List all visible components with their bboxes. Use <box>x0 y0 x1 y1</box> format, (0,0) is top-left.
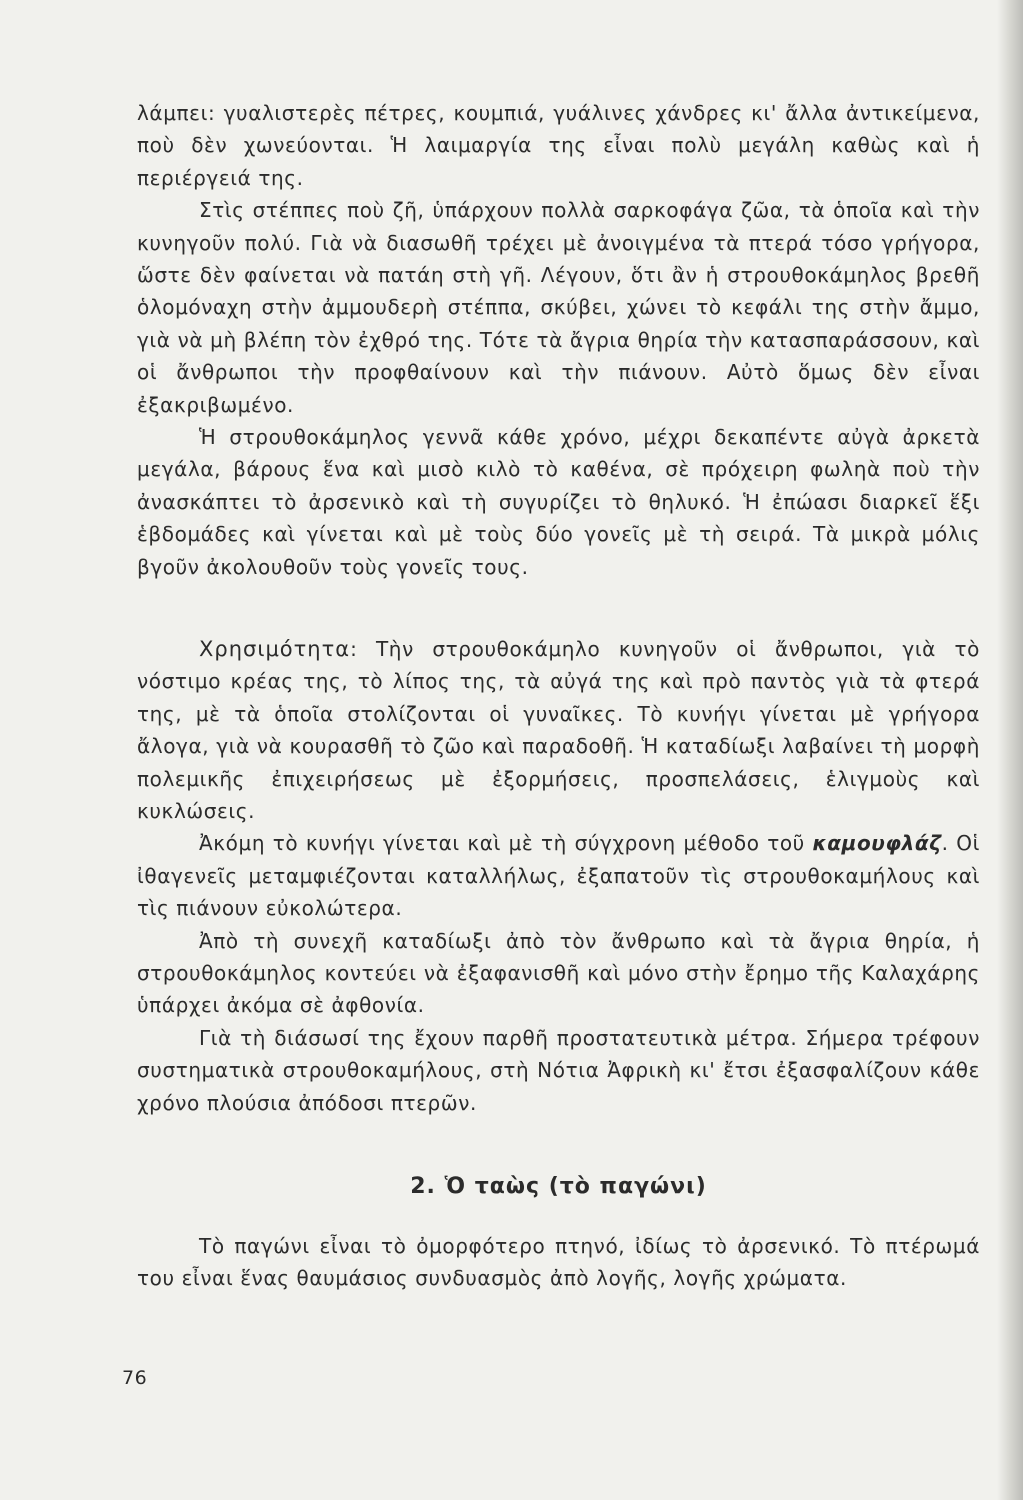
page-binding-edge <box>997 0 1023 1500</box>
paragraph-usefulness <box>137 633 980 827</box>
body-text-bottom <box>137 1230 980 1295</box>
paragraph-protection: Γιὰ τὴ διάσωσί της ἔχουν παρθῆ προστατευτικὰ μέτρα. Σήμερα τρέφουν συστηματικὰ στρουθοκαμήλους, στὴ Νότια Ἀφρικὴ κι' ἔτσι ἐξασφαλίζουν κάθε χρόνο πλούσια ἀπόδοσι πτερῶν. <box>137 1025 980 1115</box>
paragraph-camouflage <box>137 827 980 924</box>
paragraph-continuation: λάμπει: γυαλιστερὲς πέτρες, κουμπιά, γυάλινες χάνδρες κι' ἄλλα ἀντικείμενα, ποὺ δὲν χωνεύονται. Ἡ λαιμαργία της εἶναι πολὺ μεγάλη καθὼς καὶ ἡ περιέργειά της. <box>137 101 980 190</box>
body-text-top <box>137 97 980 583</box>
usefulness-label: Χρησιμότητα <box>199 637 351 661</box>
paragraph-steppes: Στὶς στέππες ποὺ ζῆ, ὑπάρχουν πολλὰ σαρκοφάγα ζῶα, τὰ ὁποῖα καὶ τὴν κυνηγοῦν πολύ. Γιὰ νὰ διασωθῆ τρέχει μὲ ἀνοιγμένα τὰ πτερά τόσο γρήγορα, ὥστε δὲν φαίνεται νὰ πατάη στὴ γῆ. Λέγουν, ὅτι ἂν ἡ στρουθοκάμηλος βρεθῆ ὁλομόναχη στὴν ἀμμουδερὴ στέππα, σκύβει, χώνει τὸ κεφάλι της στὴν ἄμμο, γιὰ νὰ μὴ βλέπη τὸν ἐχθρό της. Τότε τὰ ἄγρια θηρία τὴν κατασπαράσσουν, καὶ οἱ ἄνθρωποι τὴν προφθαίνουν καὶ τὴν πιάνουν. Αὐτὸ ὅμως δὲν εἶναι ἐξακριβωμένο. <box>137 198 980 417</box>
camouflage-text-end: . Οἱ ἰθαγενεῖς μεταμφιέζονται καταλλήλως, ἐξαπατοῦν τὶς στρουθοκαμήλους καὶ τὶς πιάνουν εὐκολώτερα. <box>137 831 980 921</box>
body-text-middle <box>137 633 980 1119</box>
page-number: 76 <box>122 1367 148 1389</box>
section-heading: 2. Ὁ ταὼς (τὸ παγώνι) <box>410 1174 707 1199</box>
paragraph-pursuit: Ἀπὸ τὴ συνεχῆ καταδίωξι ἀπὸ τὸν ἄνθρωπο καὶ τὰ ἄγρια θηρία, ἡ στρουθοκάμηλος κοντεύει νὰ ἐξαφανισθῆ καὶ μόνο στὴν ἔρημο τῆς Καλαχάρης ὑπάρχει ἀκόμα σὲ ἀφθονία. <box>137 928 980 1018</box>
paragraph-peacock: Τὸ παγώνι εἶναι τὸ ὀμορφότερο πτηνό, ἰδίως τὸ ἀρσενικό. Τὸ πτέρωμά του εἶναι ἕνας θαυμάσιος συνδυασμὸς ἀπὸ λογῆς, λογῆς χρώματα. <box>137 1234 980 1291</box>
paragraph-eggs: Ἡ στρουθοκάμηλος γεννᾶ κάθε χρόνο, μέχρι δεκαπέντε αὐγὰ ἀρκετὰ μεγάλα, βάρους ἕνα καὶ μισὸ κιλὸ τὸ καθένα, σὲ πρόχειρη φωληὰ ποὺ τὴν ἀνασκάπτει τὸ ἀρσενικὸ καὶ τὴ συγυρίζει τὸ θηλυκό. Ἡ ἐπώασι διαρκεῖ ἕξι ἑβδομάδες καὶ γίνεται καὶ μὲ τοὺς δύο γονεῖς μὲ τὴ σειρά. Τὰ μικρὰ μόλις βγοῦν ἀκολουθοῦν τοὺς γονεῖς τους. <box>137 425 980 579</box>
usefulness-text: : Τὴν στρουθοκάμηλο κυνηγοῦν οἱ ἄνθρωποι, γιὰ τὸ νόστιμο κρέας της, τὸ λίπος της, τὰ αὐγά της καὶ πρὸ παντὸς γιὰ τὰ φτερά της, μὲ τὰ ὁποῖα στολίζονται οἱ γυναῖκες. Τὸ κυνήγι γίνεται μὲ γρήγορα ἄλογα, γιὰ νὰ κουρασθῆ τὸ ζῶο καὶ παραδοθῆ. Ἡ καταδίωξι λαβαίνει τὴ μορφὴ πολεμικῆς ἐπιχειρήσεως μὲ ἐξορμήσεις, προσπελάσεις, ἑλιγμοὺς καὶ κυκλώσεις. <box>137 637 980 824</box>
camouflage-term: καμουφλάζ <box>812 831 942 856</box>
camouflage-text-start: Ἀκόμη τὸ κυνήγι γίνεται καὶ μὲ τὴ σύγχρονη μέθοδο τοῦ <box>199 831 813 856</box>
